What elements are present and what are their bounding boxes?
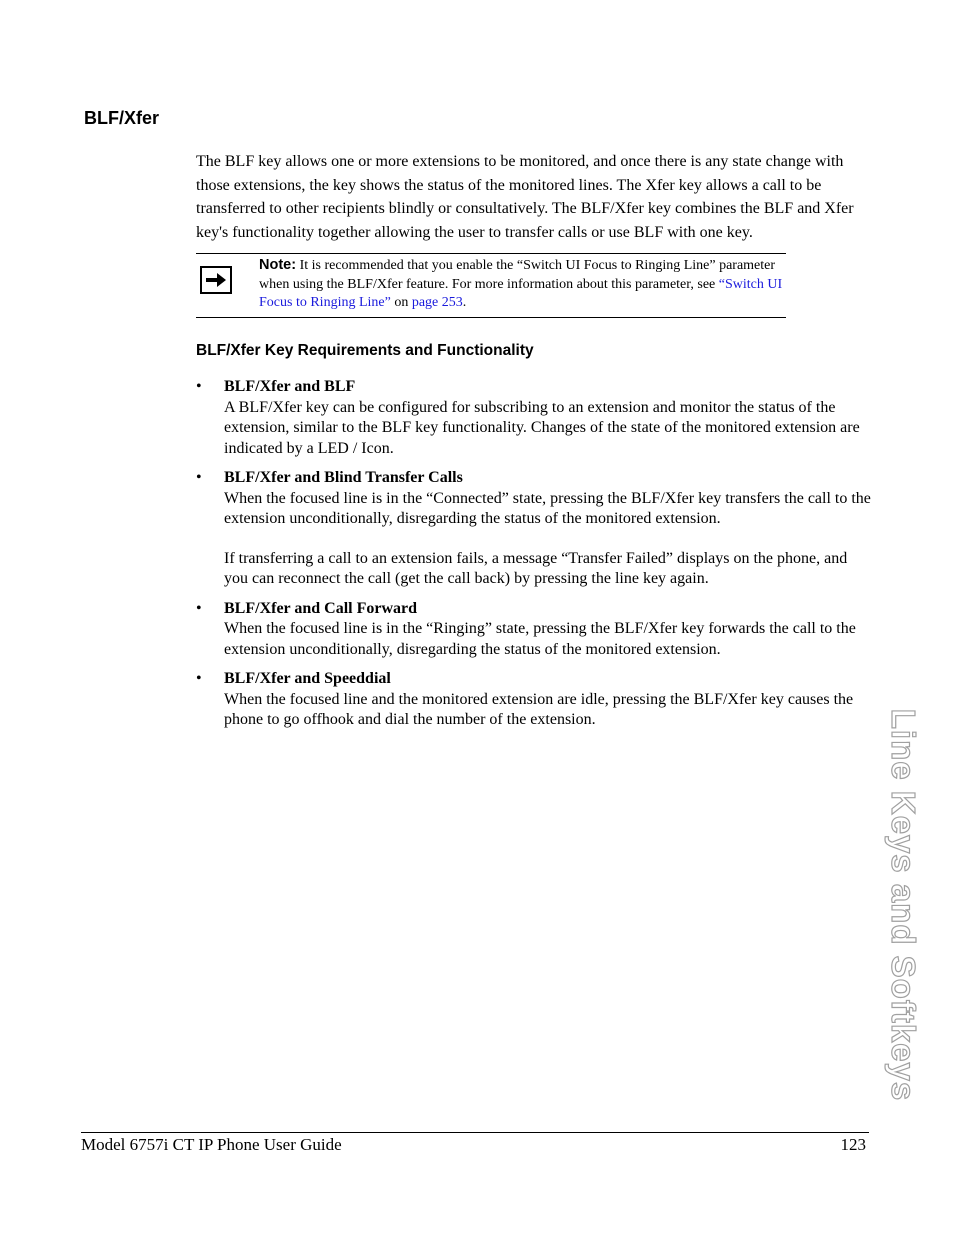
note-text-part-1: It is recommended that you enable the “Switch UI Focus to Ringing Line” parameter when using the BLF/Xfer feature. For more information about this parameter, see (259, 258, 776, 292)
arrow-right-icon (200, 266, 232, 294)
section-title: BLF/Xfer (84, 108, 160, 128)
chapter-side-tab-label: Line Keys and Softkeys (885, 708, 922, 1102)
footer-divider (81, 1132, 869, 1133)
note-text-part-2: on (390, 295, 412, 310)
bullet-icon: • (196, 469, 202, 486)
list-item-title: BLF/Xfer and BLF (224, 378, 356, 395)
subsection-title: BLF/Xfer Key Requirements and Functionality (196, 342, 534, 359)
list-item-body: When the focused line is in the “Ringing” state, pressing the BLF/Xfer key forwards the call to the extension unconditionally, disregarding the status of the monitored extension. (224, 620, 856, 658)
bullet-icon: • (196, 378, 202, 395)
list-item (196, 377, 871, 459)
feature-list (196, 377, 871, 740)
footer-title: Model 6757i CT IP Phone User Guide (81, 1135, 342, 1154)
note-box (196, 253, 786, 318)
arrow-right-icon-graphic (205, 272, 227, 288)
note-label: Note: (259, 257, 297, 273)
list-item-title: BLF/Xfer and Blind Transfer Calls (224, 469, 463, 486)
chapter-side-tab (883, 700, 923, 1110)
bullet-icon: • (196, 670, 202, 687)
bullet-icon: • (196, 599, 202, 617)
list-item-body: When the focused line is in the “Connected” state, pressing the BLF/Xfer key transfers the call to the extension unconditionally, disregarding the status of the monitored extension. (224, 489, 871, 527)
note-text (259, 256, 784, 313)
page-number: 123 (840, 1135, 866, 1154)
switch-ui-focus-link[interactable]: “Switch UI Focus to Ringing Line” (259, 276, 783, 310)
list-item-body: A BLF/Xfer key can be configured for subscribing to an extension and monitor the status of the extension, similar to the BLF key functionality. Changes of the state of the monitored extension are indicated by a LED / Icon. (224, 398, 860, 457)
list-item-title: BLF/Xfer and Speeddial (224, 670, 391, 687)
list-item (196, 468, 871, 590)
list-item-body: When the focused line and the monitored extension are idle, pressing the BLF/Xfer key causes the phone to go offhook and dial the number of the extension. (224, 690, 854, 728)
note-text-part-3: . (462, 295, 467, 310)
list-item-title: BLF/Xfer and Call Forward (224, 599, 418, 617)
page-253-link[interactable]: page 253 (411, 295, 463, 310)
intro-paragraph: The BLF key allows one or more extensions to be monitored, and once there is any state change with those extensions, the key shows the status of the monitored lines. The Xfer key allows a call to be transferred to other recipients blindly or consultatively. The BLF/Xfer key combines the BLF and Xfer key's functionality together allowing the user to transfer calls or use BLF with one key. (196, 153, 854, 241)
list-item (196, 599, 871, 661)
list-item-body-continued: If transferring a call to an extension fails, a message “Transfer Failed” displays on the phone, and you can reconnect the call (get the call back) by pressing the line key again. (224, 549, 848, 587)
list-item (196, 669, 871, 731)
